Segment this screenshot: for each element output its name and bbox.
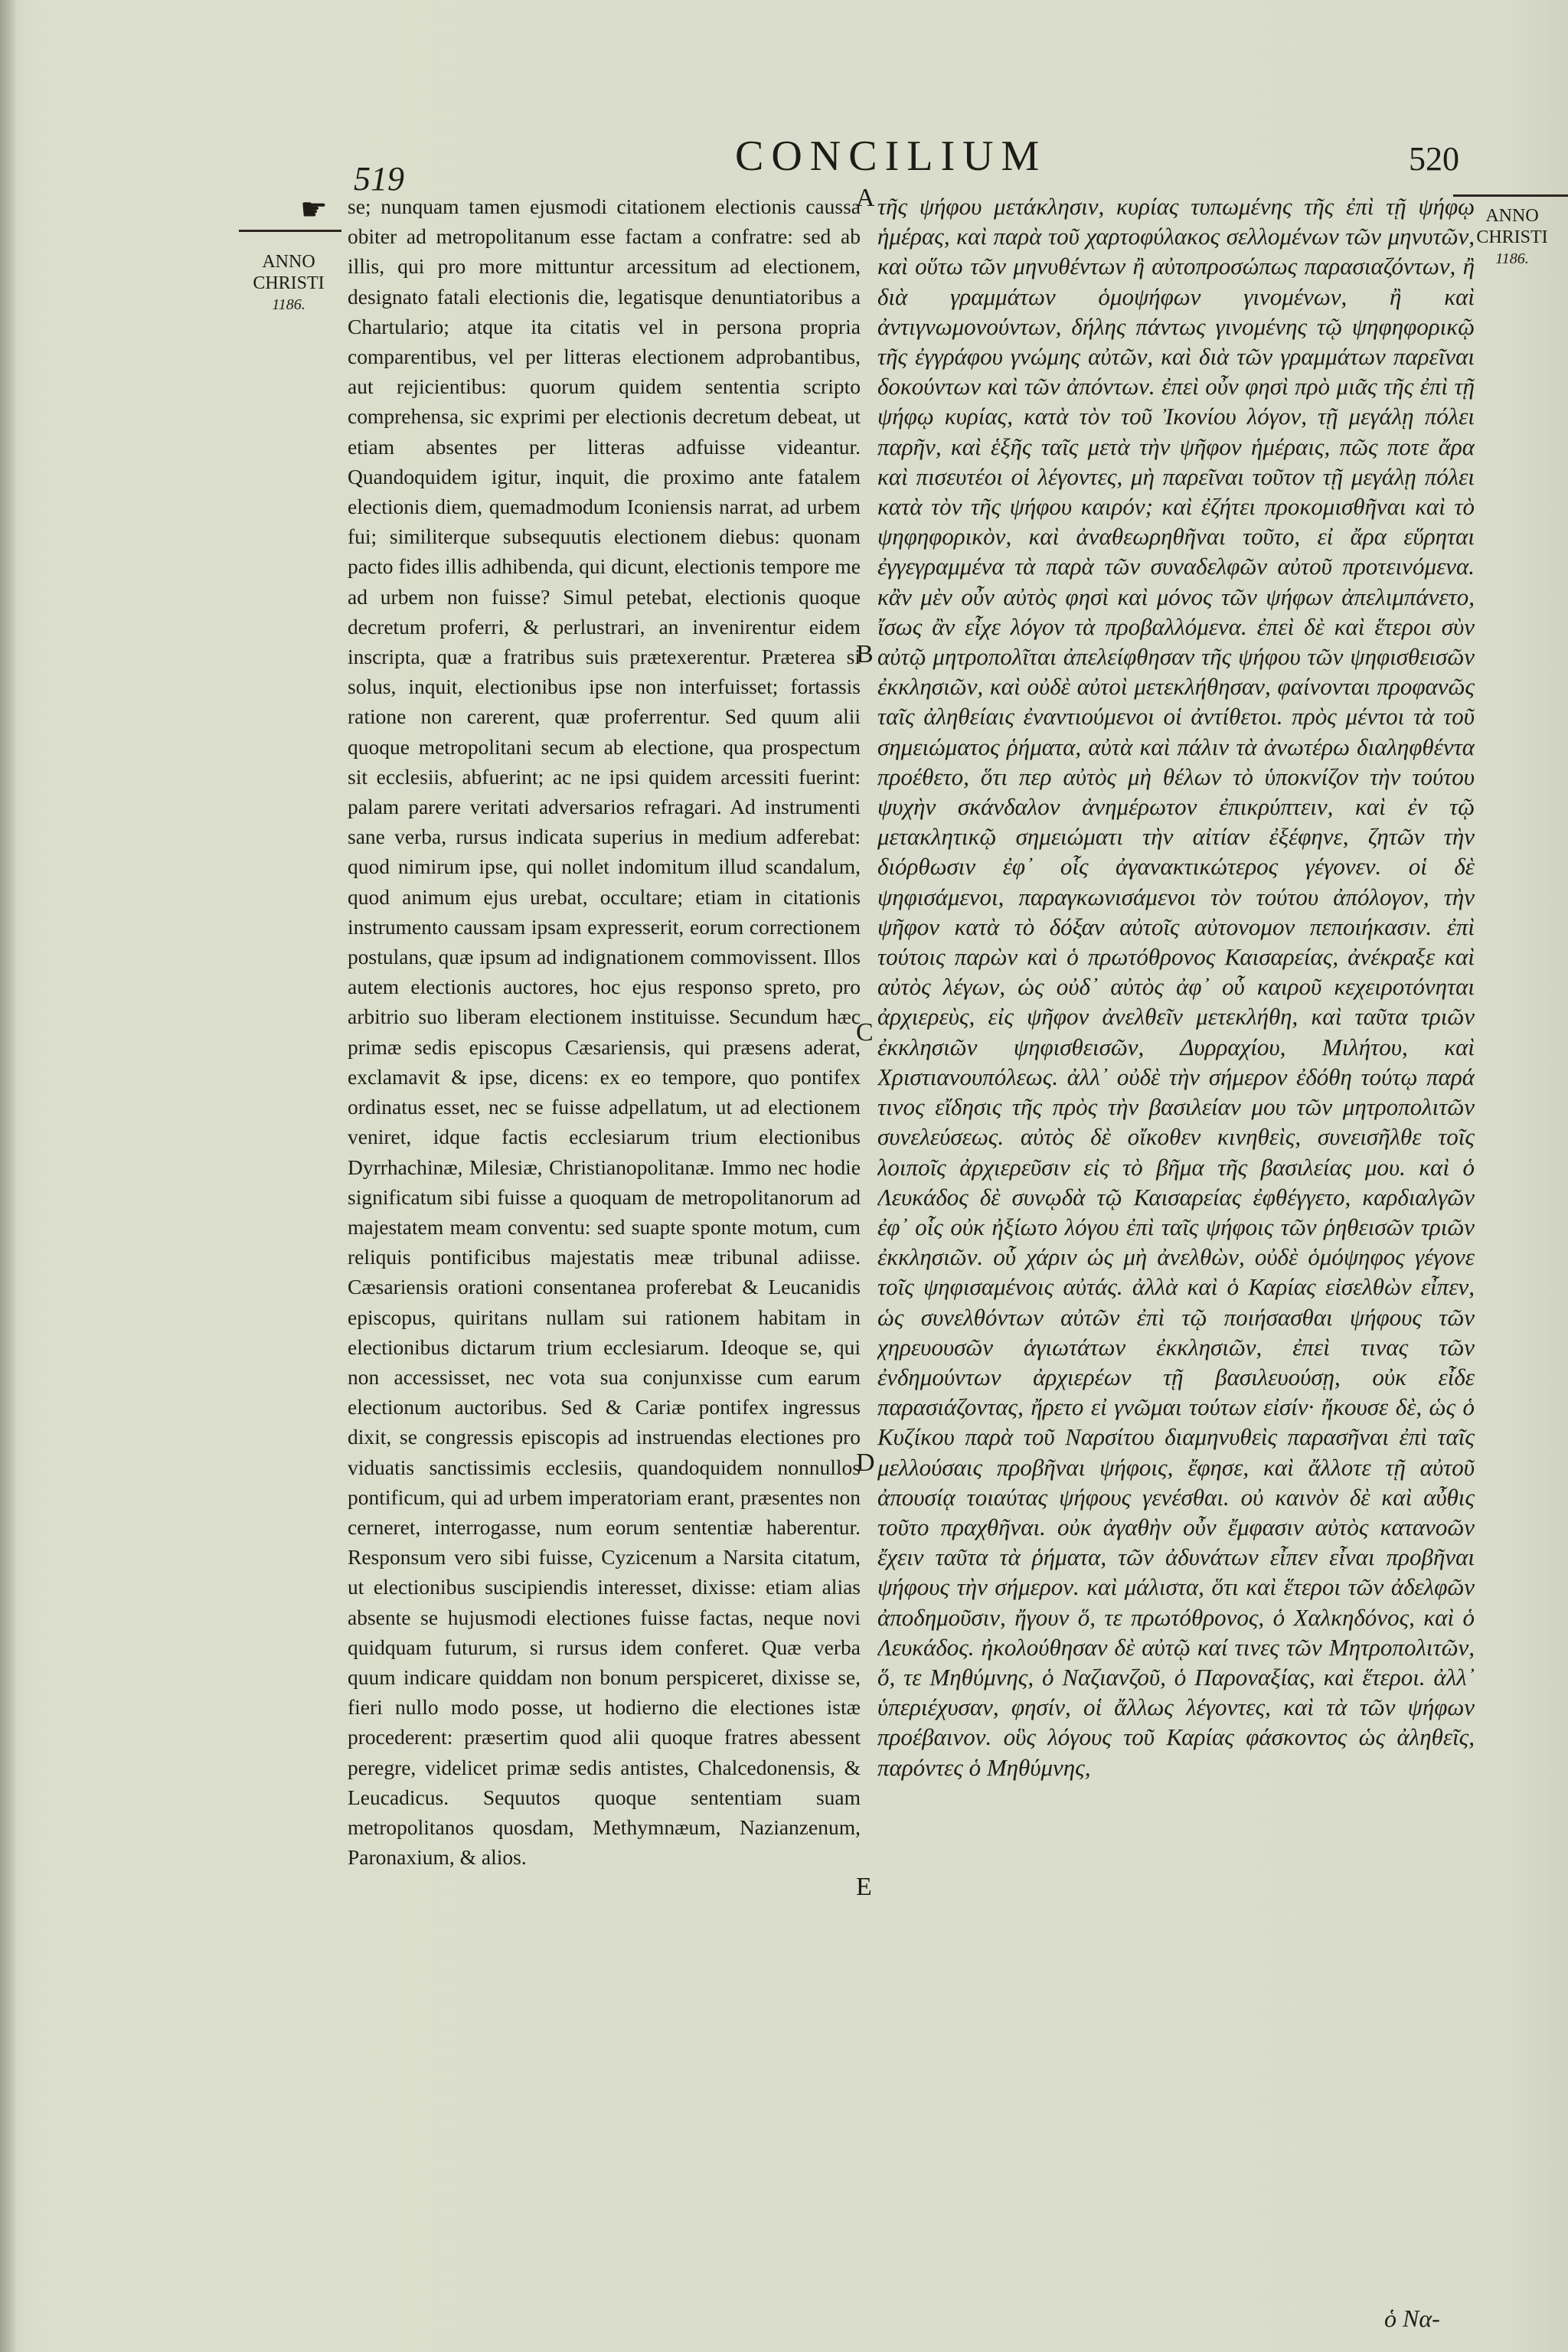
running-title: CONCILIUM [735, 132, 1047, 180]
pointing-hand-icon: ☛ [300, 192, 328, 227]
margin-christi-right: CHRISTI [1476, 227, 1548, 247]
section-letter-d: D [856, 1449, 875, 1477]
margin-christi-left: CHRISTI [253, 273, 325, 293]
section-letter-b: B [856, 640, 874, 668]
section-letter-a: A [856, 184, 875, 212]
latin-column: se; nunquam tamen ejusmodi citationem electionis caussa obiter ad metropolitanum esse factam a confratre: sed ab illis, qui pro more mittuntur arcessitum ad electionem, designato fatali electionis die, legatisque denuntiatoribus a Chartulario; atque ita citatis vel in persona propria comparentibus, vel per litteras electionem adprobantibus, aut rejicientibus: quorum quidem sententia scripto comprehensa, sic exprimi per electionis decretum debeat, ut etiam absentes per litteras adfuisse videantur. Quandoquidem igitur, inquit, die proximo ante fatalem electionis diem, quemadmodum Iconiensis narrat, ad urbem fui; similiterque subsequutis electionem diebus: quonam pacto fides illis adhibenda, qui dicunt, electionis tempore me ad urbem non fuisse? Simul petebat, electionis quoque decretum proferri, & perlustrari, an invenirentur eidem inscripta, quæ a fratribus suis prætexerentur. Præterea si solus, inquit, electionibus ipse non interfuisset; fortassis ratione non carerent, quæ proferrentur. Sed quum alii quoque metropolitani secum ab electione, qua prospectum sit ecclesiis, abfuerint; ac ne ipsi quidem arcessiti fuerint: palam parere veritati adversarios refragari. Ad instrumenti sane verba, rursus indicata superius in medium adferebat: quod nimirum ipse, qui nollet indomitum illud scandalum, quod animum ejus urebat, occultare; etiam in citationis instrumento caussam ipsam expresserit, eorum correctionem postulans, quæ ipsum ad indignationem commovissent. Illos autem electionis auctores, hoc ejus responso spreto, pro arbitrio suo liberam electionem instituisse. Secundum hæc primæ sedis episcopus Cæsariensis, qui præsens aderat, exclamavit & ipse, dicens: ex eo tempore, quo pontifex ordinatus esset, nec se fuisse adpellatum, ut ad electionem veniret, idque factis ecclesiarum trium electionibus Dyrrhachinæ, Milesiæ, Christianopolitanæ. Immo nec hodie significatum sibi fuisse a quoquam de metropolitanorum ad majestatem meam conventu: sed suapte sponte motum, cum reliquis pontificibus majestatis meæ tribunal adiisse. Cæsariensis orationi consentanea proferebat & Leucanidis episcopus, quiritans nullam sui rationem habitam in electionibus dictarum trium ecclesiarum. Ideoque se, qui non accessisset, nec vota sua conjunxisse cum earum electionum auctoribus. Sed & Cariæ pontifex ingressus dixit, se congressis episcopis ad instruendas electiones pro viduatis sanctissimis ecclesiis, quandoquidem nonnullos pontificum, qui ad urbem imperatoriam erant, præsentes non cerneret, interrogasse, num eorum sententiæ haberentur. Responsum vero sibi fuisse, Cyzicenum a Narsita citatum, ut electionibus suscipiendis interesset, dixisse: etiam alias absente se hujusmodi electiones fuisse factas, neque novi quidquam futurum, si rursus idem conferet. Quæ verba quum indicare quiddam non bonum perspiceret, dixisse se, fieri nullo modo posse, ut hodierno die electiones istæ procederent: præsertim quod alii quoque fratres abessent peregre, videlicet primæ sedis antistes, Chalcedonensis, & Leucadicus. Sequutos quoque sententiam suam metropolitanos quosdam, Methymnæum, Nazianzenum, Paronaxium, & alios. [348, 194, 861, 1870]
margin-note-left [239, 251, 338, 315]
gutter-shadow [0, 0, 17, 2352]
catchword: ὁ Να- [1384, 2305, 1440, 2332]
greek-column: τῆς ψήφου μετάκλησιν, κυρίας τυπωμένης τῆς ἐπὶ τῇ ψήφῳ ἡμέρας, καὶ παρὰ τοῦ χαρτοφύλακος σελλομένων τῶν μηνυτῶν, καὶ οὕτω τῶν μηνυθέντων ἢ αὐτοπροσώπως παρασιαζόντων, ἢ διὰ γραμμάτων ὁμοψήφων γινομένων, ἢ καὶ ἀντιγνωμονούντων, δήλης πάντως γινομένης τῷ ψηφηφορικῷ τῆς ἐγγράφου γνώμης αὐτῶν, καὶ διὰ τῶν γραμμάτων παρεῖναι δοκούντων καὶ τῶν ἀπόντων. ἐπεὶ οὖν φησὶ πρὸ μιᾶς τῆς ἐπὶ τῇ ψήφῳ κυρίας, κατὰ τὸν τοῦ Ἰκονίου λόγον, τῇ μεγάλῃ πόλει παρῆν, καὶ ἑξῆς ταῖς μετὰ τὴν ψῆφον ἡμέραις, πῶς ποτε ἄρα καὶ πισευτέοι οἱ λέγοντες, μὴ παρεῖναι τοῦτον τῇ μεγάλῃ πόλει κατὰ τὸν τῆς ψήφου καιρόν; καὶ ἐζήτει προκομισθῆναι καὶ τὸ ψηφηφορικὸν, καὶ ἀναθεωρηθῆναι τοῦτο, εἰ ἄρα εὕρηται ἐγγεγραμμένα τὰ παρὰ τῶν συναδελφῶν αὐτοῦ προτεινόμενα. κἂν μὲν οὖν αὐτὸς φησὶ καὶ μόνος τῶν ψήφων ἀπελιμπάνετο, ἴσως ἂν εἶχε λόγον τὰ προβαλλόμενα. ἐπεὶ δὲ καὶ ἕτεροι σὺν αὐτῷ μητροπολῖται ἀπελείφθησαν τῆς ψήφου τῶν ψηφισθεισῶν ἐκκλησιῶν, καὶ οὐδὲ αὐτοὶ μετεκλήθησαν, φαίνονται προφανῶς ταῖς ἀληθείαις ἐναντιούμενοι οἱ ἀντίθετοι. πρὸς μέντοι τὰ τοῦ σημειώματος ῥήματα, αὐτὰ καὶ πάλιν τὰ ἀνωτέρω διαληφθέντα προέθετο, ὅτι περ αὐτὸς μὴ θέλων τὸ ὑποκνίζον τὴν τούτου ψυχὴν σκάνδαλον ἀνημέρωτον ἐπικρύπτειν, καὶ ἐν τῷ μετακλητικῷ σημειώματι τὴν αἰτίαν ἐξέφηνε, ζητῶν τὴν διόρθωσιν ἐφ᾽ οἷς ἀγανακτικώτερος γέγονεν. οἱ δὲ ψηφισάμενοι, παραγκωνισάμενοι τὸν τούτου ἀπόλογον, τὴν ψῆφον κατὰ τὸ δόξαν αὐτοῖς αὐτονομον πεποιήκασιν. ἐπὶ τούτοις παρὼν καὶ ὁ πρωτόθρονος Καισαρείας, ἀνέκραξε καὶ αὐτὸς λέγων, ὡς οὐδ᾽ αὐτὸς ἀφ᾽ οὗ καιροῦ κεχειροτόνηται ἀρχιερεὺς, εἰς ψῆφον ἀνελθεῖν μετεκλήθη, καὶ ταῦτα τριῶν ἐκκλησιῶν ψηφισθεισῶν, Δυρραχίου, Μιλήτου, καὶ Χριστιανουπόλεως. ἀλλ᾽ οὐδὲ τὴν σήμερον ἐδόθη τούτῳ παρά τινος εἴδησις τῆς πρὸς τὴν βασιλείαν μου τῶν μητροπολιτῶν συνελεύσεως. αὐτὸς δὲ οἴκοθεν κινηθεὶς, συνεισῆλθε τοῖς λοιποῖς ἀρχιερεῦσιν εἰς τὸ βῆμα τῆς βασιλείας μου. καὶ ὁ Λευκάδος δὲ συνῳδὰ τῷ Καισαρείας ἐφθέγγετο, καρδιαλγῶν ἐφ᾽ οἷς οὐκ ἠξίωτο λόγου ἐπὶ ταῖς ψήφοις τῶν ῥηθεισῶν τριῶν ἐκκλησιῶν. οὗ χάριν ὡς μὴ ἀνελθὼν, οὐδὲ ὁμόψηφος γέγονε τοῖς ψηφισαμένοις αὐτάς. ἀλλὰ καὶ ὁ Καρίας εἰσελθὼν εἶπεν, ὡς συνελθόντων αὐτῶν ἐπὶ τῷ ποιήσασθαι ψήφους τῶν χηρευουσῶν ἁγιωτάτων ἐκκλησιῶν, ἐπεὶ τινας τῶν ἐνδημούντων ἀρχιερέων τῇ βασιλευούσῃ, οὐκ εἶδε παρασιάζοντας, ἤρετο εἰ γνῶμαι τούτων εἰσίν· ἤκουσε δὲ, ὡς ὁ Κυζίκου παρὰ τοῦ Ναρσίτου διαμηνυθεὶς παρασῆναι ἐπὶ ταῖς μελλούσαις προβῆναι ψήφοις, ἔφησε, καὶ ἄλλοτε τῇ αὐτοῦ ἀπουσίᾳ τοιαύτας ψήφους γενέσθαι. οὐ καινὸν δὲ καὶ αὖθις τοῦτο πραχθῆναι. οὐκ ἀγαθὴν οὖν ἔμφασιν αὐτὸς κατανοῶν ἔχειν ταῦτα τὰ ῥήματα, τῶν ἀδυνάτων εἶπεν εἶναι προβῆναι ψήφους τὴν σήμερον. καὶ μάλιστα, ὅτι καὶ ἕτεροι τῶν ἀδελφῶν ἀποδημοῦσιν, ἤγουν ὅ, τε πρωτόθρονος, ὁ Χαλκηδόνος, καὶ ὁ Λευκάδος. ἠκολούθησαν δὲ αὐτῷ καί τινες τῶν Μητροπολιτῶν, ὅ, τε Μηθύμνης, ὁ Ναζιανζοῦ, ὁ Παροναξίας, καὶ ἕτεροι. ἀλλ᾽ ὑπεριέχυσαν, φησίν, οἱ ἄλλως λέγοντες, καὶ τὰ τῶν ψήφων προέβαινον. οὓς λόγους τοῦ Καρίας φάσκοντος ὡς ἀληθεῖς, παρόντες ὁ Μηθύμνης, [877, 193, 1475, 1781]
section-letter-e: E [856, 1873, 872, 1901]
page-number-right: 520 [1409, 140, 1459, 178]
section-letter-c: C [856, 1018, 874, 1047]
margin-note-right [1470, 205, 1554, 270]
page-number-left: 519 [354, 160, 404, 198]
margin-year-left: 1186. [272, 296, 305, 313]
margin-anno-right: ANNO [1485, 206, 1539, 226]
margin-anno-left: ANNO [262, 252, 315, 272]
running-header [0, 129, 1568, 198]
margin-rule-left [239, 230, 341, 232]
margin-year-right: 1186. [1495, 250, 1529, 267]
